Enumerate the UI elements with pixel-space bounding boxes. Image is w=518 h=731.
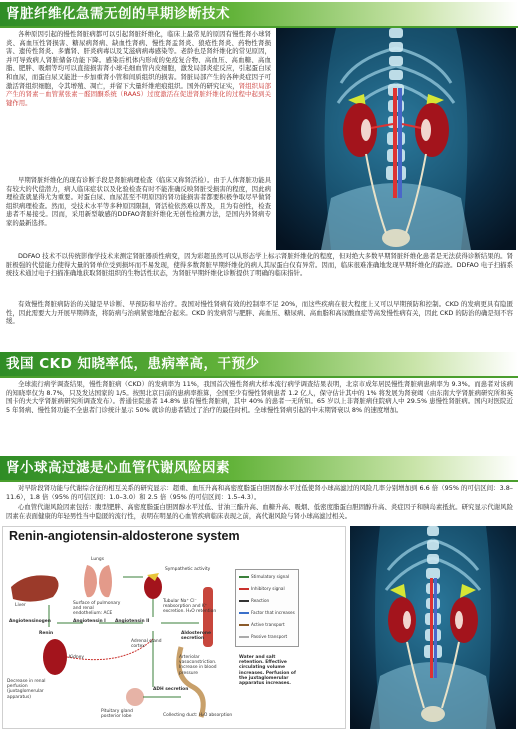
lungs-label: Lungs bbox=[91, 557, 105, 562]
kidney-label: Kidney bbox=[69, 655, 84, 660]
kidney-anatomy-image-1 bbox=[276, 28, 516, 250]
pituitary-icon bbox=[126, 688, 144, 706]
section3-paragraph-1: 对早阶段肾功能与代谢综合征的相互关系的研究显示：超重、血压升高和高密度脂蛋白胆固醇水平过低使肾小球高滤过的风险几率分别增加到 6.6 倍（95% 的可信区间：3.8–11.6），1.8 倍（95% 的可信区间：1.0–3.0）和 2.5 倍（95% 的可信区间：1.5–4.3）。 bbox=[6, 484, 513, 501]
diagram-title: Renin-angiotensin-aldosterone system bbox=[9, 529, 240, 543]
legend-item: Factor that increases bbox=[239, 610, 295, 615]
section-title: 我国 CKD 知晓率低，患病率高，干预少 bbox=[6, 356, 260, 372]
aldosterone-label: Aldosterone secretion bbox=[181, 631, 212, 642]
divider bbox=[0, 480, 518, 482]
water-salt-label: Water and salt retention. Effective circulating volume increases. Perfusion of the juxtaglomerular apparatus increases. bbox=[239, 655, 296, 687]
divider bbox=[0, 376, 518, 378]
adh-label: ADH secretion bbox=[153, 687, 189, 692]
decrease-perfusion-label: Decrease in renal perfusion (juxtaglomerular apparatus) bbox=[7, 679, 46, 700]
arteriolar-label: Arteriolar vasoconstriction. Increase in blood pressure bbox=[179, 655, 217, 676]
renin-label: Renin bbox=[39, 631, 54, 636]
ace-label: Surface of pulmonary and renal endothelium: ACE bbox=[73, 601, 121, 617]
section1-paragraph-3: DDFAO 技术不以传统影像学技术来测定肾脏器质性病变，因为彩超虽然可以从形态学上标示肾脏纤维化的程度，但对绝大多数早期肾脏纤维化患者是无法获得诊断结果的。肾脏极强的代偿能力使得大量的肾单位受到损坏而不易发现，使得多数肾脏早期纤维化的病人其尿蛋白仅有异常。因而，临床很难准确地发现早期纤维化的踪迹。DDFAO 电子扫描系统技术通过电子扫描准确地获取肾脏组织的生物活性状态，为肾脏早期纤维化诊断提供了明确的临床指针。 bbox=[6, 252, 513, 278]
section1-paragraph-2: 早期肾脏纤维化的现有诊断手段是肾脏病理检查（临床又称肾活检）。由于人体肾脏功能具有较大的代偿潜力，病人临床症状以及化验检查有时不能准确反映肾脏受损害的程度，因此病理检查就显得尤为重要。对蛋白尿、血尿甚至不明原因的肾功能损害者都要积极争取尽早做肾组织病理检查。然而，受技术水平等多种原因限制，肾活检依然难以普及，且为有创性，检查患者不易接受。因而，采用新型敏感的DDFAO肾脏纤维化无创性检测方法，是国内外肾病专家的最新选择。 bbox=[6, 176, 271, 227]
section2-paragraph-1: 全球流行病学调查结果，慢性肾脏病（CKD）的发病率为 11%，我国首次慢性肾病大样本流行病学调查结果表明，北京市成年居民慢性肾脏病患病率为 9.3%。而患者对该病的知晓率仅为 8.7%，只及发达国家的 1/5。按照北京目前的患病率推算，全国至少有慢性肾病患者 1.2 亿人，保守估计其中的 1% 将发展为肾衰竭（由东南大学肾脏病研究所和英国卡的夫大学肾脏病研究所调查发布）。普通住院患者 14.8% 患有慢性肾脏病，其中 40% 的患者一无所知。65 岁以上非肾脏病住院病人中 29.5% 患慢性肾脏病。国内对医院近 5 年肾病、慢性肾功能不全患者门诊统计显示 50% 就诊的患者错过了治疗的最佳时机。全球慢性肾病引起的中末期肾衰以 8% 的速度增加。 bbox=[6, 380, 513, 414]
legend-item: Passive transport bbox=[239, 634, 287, 639]
diagram-legend bbox=[235, 569, 299, 647]
section-header-1 bbox=[0, 2, 518, 26]
raas-diagram bbox=[2, 526, 346, 729]
liver-label: Liver bbox=[15, 603, 26, 608]
legend-item: Inhibitory signal bbox=[239, 586, 285, 591]
sympathetic-label: Sympathetic activity bbox=[165, 567, 211, 572]
highlight-text: 肾组织局部产生的肾素－血管紧张素－醛固酮系统（RAAS）过度激活在促进肾脏纤维化的过程中起到关键作用。 bbox=[6, 81, 272, 107]
legend-item: Active transport bbox=[239, 622, 285, 627]
adrenal-label: Adrenal gland cortex bbox=[131, 639, 162, 650]
section3-paragraph-2: 心血管代谢风险因素包括：腹型肥胖、高密度脂蛋白胆固醇水平过低、甘油三酯升高、血糖升高、吸烟、低密度脂蛋白胆固醇升高、炎症因子和胰岛素抵抗。研究显示代谢风险因素在表面健康的年轻男性当中隐匿的流行性，表明在明显的心血管疾病临床表现之前，高代谢风险与肾小球高滤过相关。 bbox=[6, 503, 513, 520]
angiotensinogen-label: Angiotensinogen bbox=[9, 619, 51, 624]
angiotensin1-label: Angiotensin I bbox=[73, 619, 106, 624]
pituitary-label: Pituitary gland posterior lobe bbox=[101, 709, 133, 720]
angiotensin2-label: Angiotensin II bbox=[115, 619, 150, 624]
liver-icon bbox=[11, 575, 59, 601]
section1-paragraph-1 bbox=[6, 30, 271, 107]
section1-paragraph-4: 有效慢性肾脏病防治的关键是早诊断、早预防和早治疗。我国对慢性肾病有效的控制率不足 20%，而这些疾病在很大程度上又可以早期预防和控制。CKD 的发病更具有隐匿性，因此需要大力开展早期筛查，将防病与治病紧密地配合起来。CKD 的发病常与肥胖、高血压、糖尿病、高血脂和高尿酸血症等高发慢性病有关，因此 CKD 的防治的确是刻不容缓。 bbox=[6, 300, 513, 326]
section-header-2 bbox=[0, 352, 518, 376]
section-header-3 bbox=[0, 456, 518, 480]
legend-item: Reaction bbox=[239, 598, 269, 603]
paragraph-text: 各种原因引起的慢性肾脏病都可以引起肾脏纤维化，临床上最常见的原因有慢性肾小球肾炎、高血压性肾损害、糖尿病肾病、缺血性肾病、慢性肾盂肾炎、狼疮性肾炎、药物性肾损害、遗传性肾炎、多囊肾、肝炎病毒以及艾滋病病毒感染等。老龄也是肾纤维化的常见原因，并可导致病人肾脏储备功能下降。感染后机体内形成的免疫复合物、高血压、高血糖、高血脂、肥胖、吸烟等均可以直接损害肾小球毛细血管内皮细胞，激发局部炎症反应，引起蛋白尿和血尿，而蛋白尿又能进一步加重肾小管和间质组织的损害。肾脏局部产生的各种炎症因子可激活肾组织细胞，令其增殖、凋亡，并留下大量纤维疤痕组织。国外的研究证实， bbox=[6, 30, 271, 90]
kidney-anatomy-image-2 bbox=[350, 526, 516, 729]
collecting-duct-label: Collecting duct: H₂O absorption bbox=[163, 713, 233, 718]
section-title: 肾脏纤维化急需无创的早期诊断技术 bbox=[6, 6, 230, 22]
lungs-icon bbox=[84, 565, 97, 597]
legend-item: Stimulatory signal bbox=[239, 574, 289, 579]
section-title: 肾小球高过滤是心血管代谢风险因素 bbox=[6, 460, 230, 476]
tubular-label: Tubular Na⁺ Cl⁻ reabsorption and K⁺ excretion. H₂O retention bbox=[163, 599, 217, 615]
kidney-icon bbox=[43, 639, 67, 675]
